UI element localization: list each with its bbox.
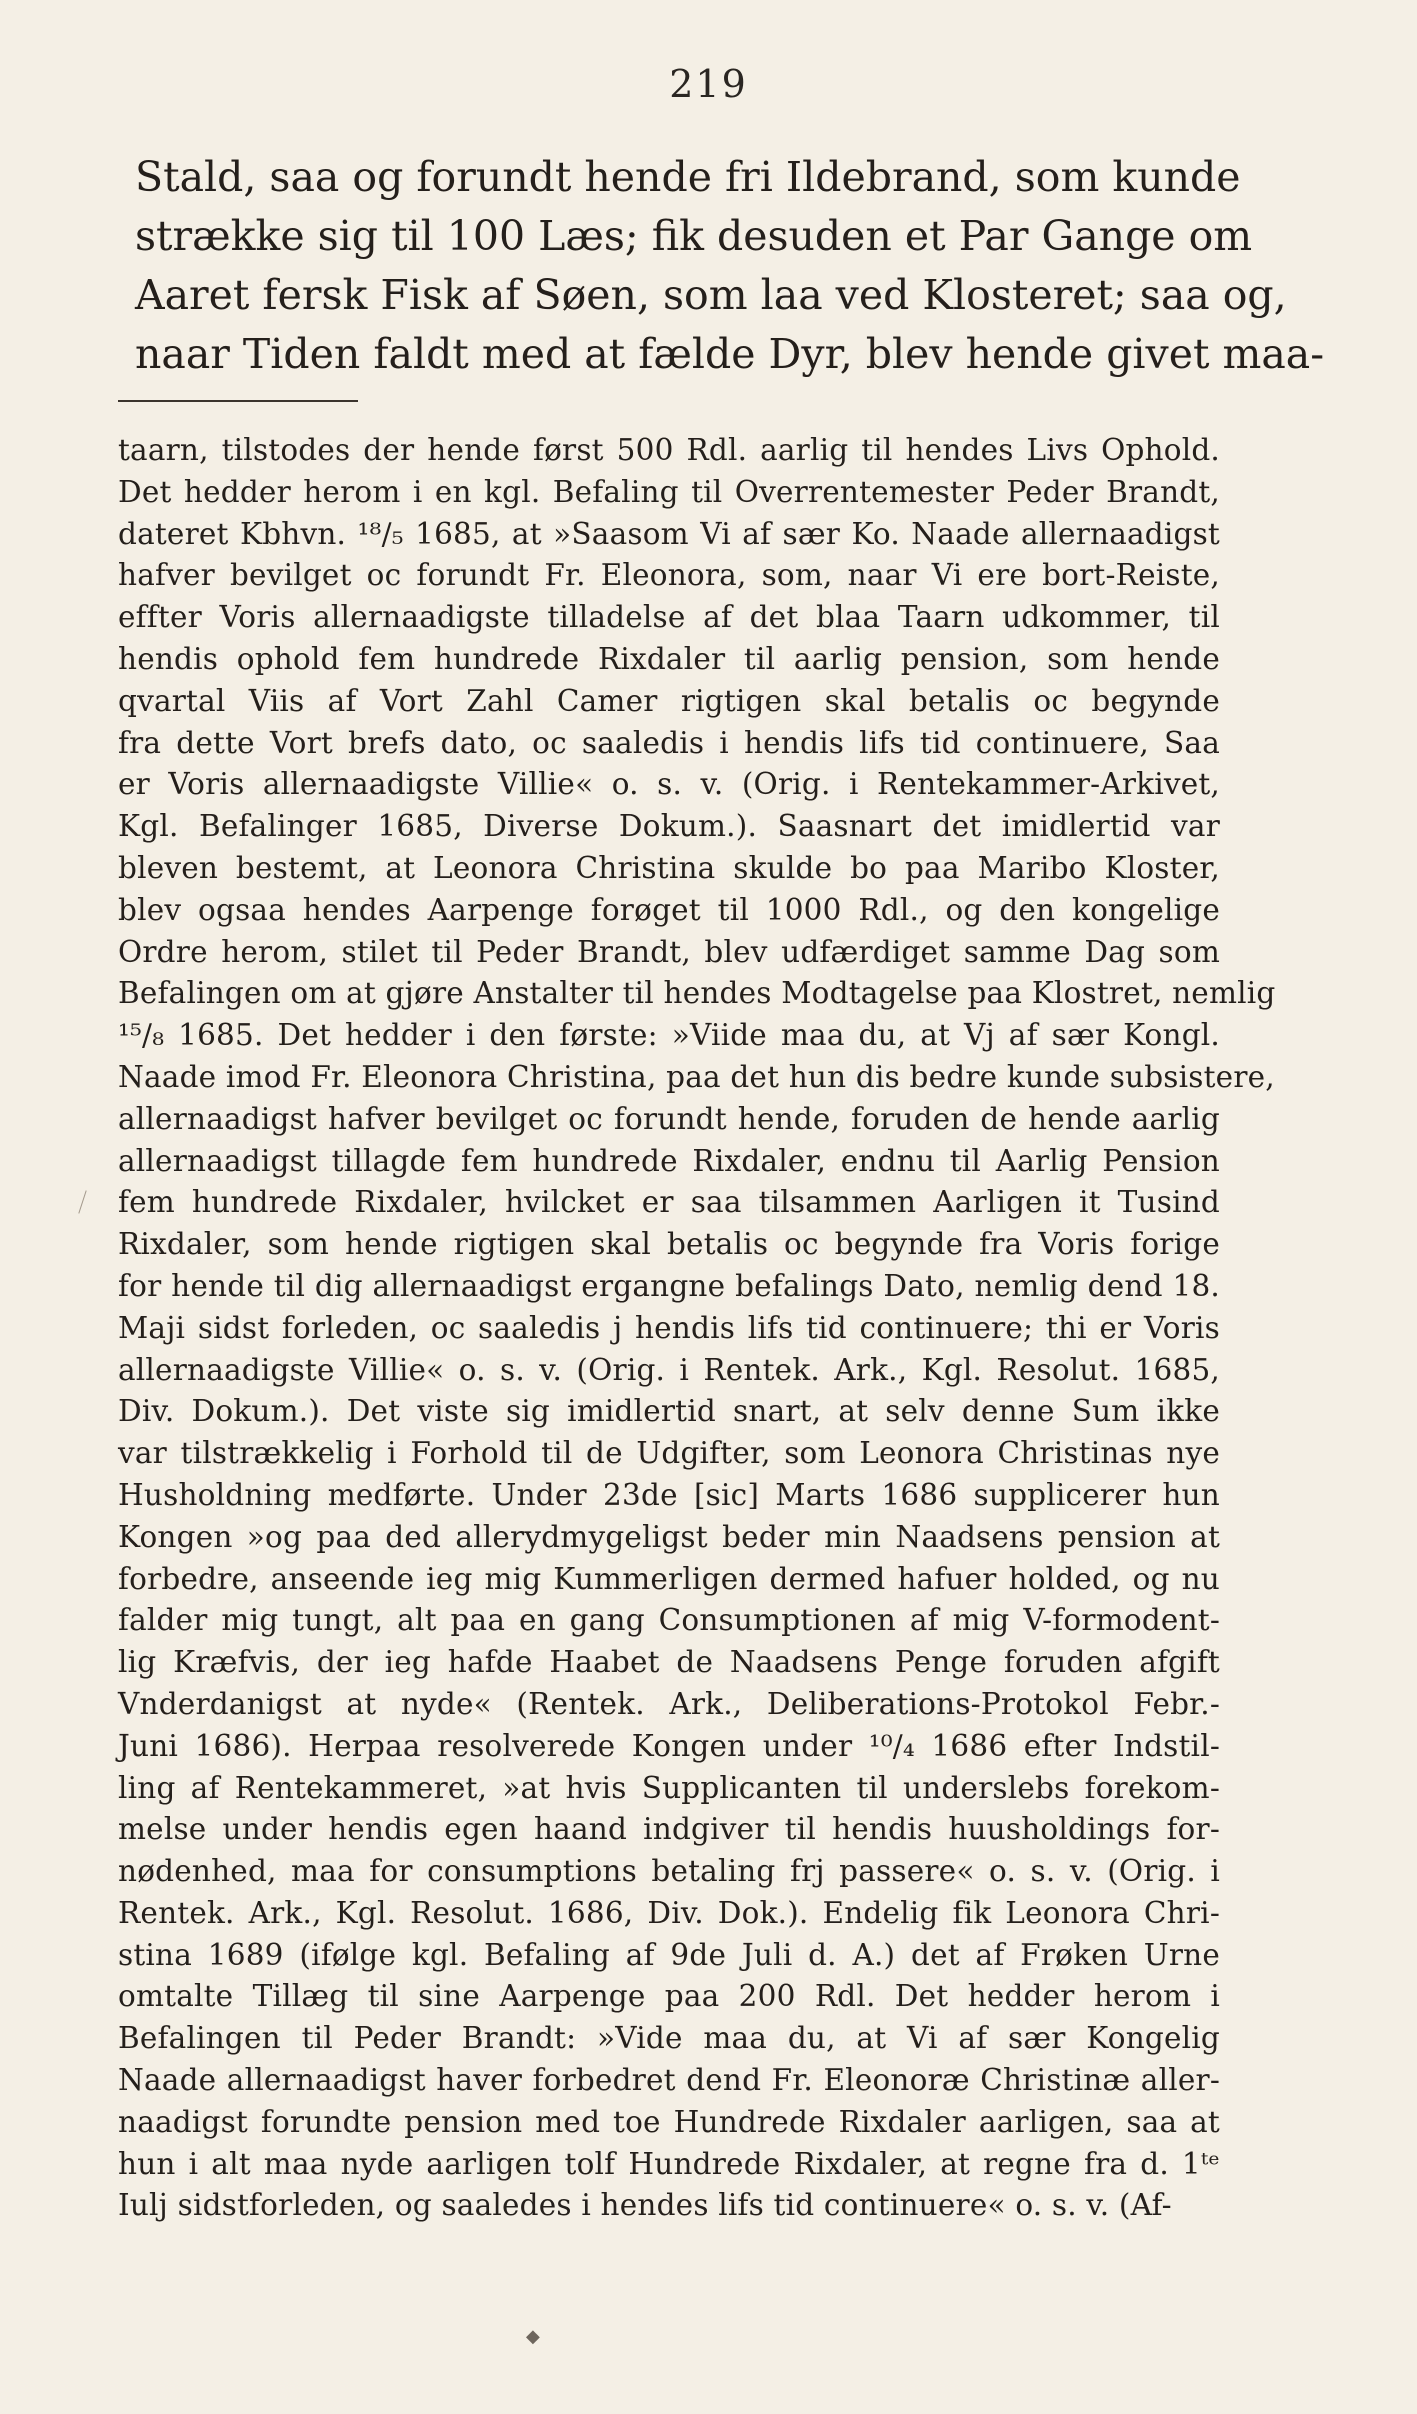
footnote-text [118,430,1276,2227]
footnote-line: lig Kræfvis, der ieg hafde Haabet de Naadsens Penge foruden afgift [118,1645,1220,1680]
footnote-line: Befalingen til Peder Brandt: »Vide maa du, at Vi af sær Kongelig [118,2021,1220,2056]
bottom-ornament: ◆ [526,2326,540,2347]
footnote-line: effter Voris allernaadigste tilladelse af det blaa Taarn udkommer, til [118,600,1220,635]
footnote-line: falder mig tungt, alt paa en gang Consumptionen af mig V-formodent- [118,1603,1220,1638]
footnote-line: for hende til dig allernaadigst ergangne befalings Dato, nemlig dend 18. [118,1268,1220,1303]
main-text-line: naar Tiden faldt med at fælde Dyr, blev hende givet maa- [135,330,1325,378]
footnote-line: var tilstrækkelig i Forhold til de Udgifter, som Leonora Christinas nye [118,1436,1220,1471]
footnote-separator [118,400,358,402]
footnote-line: stina 1689 (ifølge kgl. Befaling af 9de Juli d. A.) det af Frøken Urne [118,1937,1220,1972]
footnote-line: hendis ophold fem hundrede Rixdaler til aarlig pension, som hende [118,641,1220,676]
footnote-line: bleven bestemt, at Leonora Christina skulde bo paa Maribo Kloster, [118,850,1220,885]
footnote-line: Husholdning medførte. Under 23de [sic] Marts 1686 supplicerer hun [118,1477,1220,1512]
footnote-line: fem hundrede Rixdaler, hvilcket er saa tilsammen Aarligen it Tusind [118,1185,1220,1220]
footnote-line: Vnderdanigst at nyde« (Rentek. Ark., Deliberations-Protokol Febr.- [118,1686,1220,1721]
main-text-line: Stald, saa og forundt hende fri Ildebrand, som kunde [135,153,1241,201]
footnote-line: Juni 1686). Herpaa resolverede Kongen under ¹⁰/₄ 1686 efter Indstil- [118,1728,1220,1763]
footnote-line: dateret Kbhvn. ¹⁸/₅ 1685, at »Saasom Vi af sær Ko. Naade allernaadigst [118,516,1220,551]
footnote-line: ¹⁵/₈ 1685. Det hedder i den første: »Viide maa du, at Vj af sær Kongl. [118,1018,1220,1053]
main-text-line: Aaret fersk Fisk af Søen, som laa ved Klosteret; saa og, [135,271,1287,319]
footnote-line: Befalingen om at gjøre Anstalter til hendes Modtagelse paa Klostret, nemlig [118,976,1276,1011]
main-text [135,148,1325,384]
footnote-line: Iulj sidstforleden, og saaledes i hendes lifs tid continuere« o. s. v. (Af- [118,2188,1172,2223]
footnote-line: omtalte Tillæg til sine Aarpenge paa 200 Rdl. Det hedder herom i [118,1979,1220,2014]
footnote-line: Rentek. Ark., Kgl. Resolut. 1686, Div. Dok.). Endelig fik Leonora Chri- [118,1895,1220,1930]
margin-tick-mark [78,1190,86,1213]
footnote-line: ling af Rentekammeret, »at hvis Supplicanten til underslebs forekom- [118,1770,1220,1805]
footnote-line: Rixdaler, som hende rigtigen skal betalis oc begynde fra Voris forige [118,1227,1220,1262]
footnote-line: qvartal Viis af Vort Zahl Camer rigtigen skal betalis oc begynde [118,683,1220,718]
main-text-line: strække sig til 100 Læs; fik desuden et Par Gange om [135,212,1253,260]
footnote-line: fra dette Vort brefs dato, oc saaledis i hendis lifs tid continuere, Saa [118,725,1220,760]
footnote-line: Maji sidst forleden, oc saaledis j hendis lifs tid continuere; thi er Voris [118,1310,1220,1345]
footnote-line: blev ogsaa hendes Aarpenge forøget til 1000 Rdl., og den kongelige [118,892,1220,927]
page-number: 219 [669,62,748,106]
footnote-line: allernaadigste Villie« o. s. v. (Orig. i Rentek. Ark., Kgl. Resolut. 1685, [118,1352,1220,1387]
footnote-line: taarn, tilstodes der hende først 500 Rdl. aarlig til hendes Livs Ophold. [118,433,1220,467]
footnote-line: melse under hendis egen haand indgiver til hendis huusholdings for- [118,1812,1220,1847]
footnote-line: Naade allernaadigst haver forbedret dend Fr. Eleonoræ Christinæ aller- [118,2063,1220,2098]
footnote-line: hafver bevilget oc forundt Fr. Eleonora, som, naar Vi ere bort-Reiste, [118,558,1220,593]
footnote-line: hun i alt maa nyde aarligen tolf Hundrede Rixdaler, at regne fra d. 1ᵗᵉ [118,2146,1220,2181]
footnote-line: naadigst forundte pension med toe Hundrede Rixdaler aarligen, saa at [118,2104,1220,2139]
footnote-line: forbedre, anseende ieg mig Kummerligen dermed hafuer holded, og nu [118,1561,1220,1596]
footnote-line: Ordre herom, stilet til Peder Brandt, blev udfærdiget samme Dag som [118,934,1220,969]
footnote-line: Div. Dokum.). Det viste sig imidlertid snart, at selv denne Sum ikke [118,1394,1220,1429]
footnote-line: Kongen »og paa ded allerydmygeligst beder min Naadsens pension at [118,1519,1220,1554]
footnote-line: allernaadigst hafver bevilget oc forundt hende, foruden de hende aarlig [118,1101,1220,1136]
footnote-line: er Voris allernaadigste Villie« o. s. v. (Orig. i Rentekammer-Arkivet, [118,767,1220,802]
footnote-line: Naade imod Fr. Eleonora Christina, paa det hun dis bedre kunde subsistere, [118,1059,1275,1094]
footnote-line: allernaadigst tillagde fem hundrede Rixdaler, endnu til Aarlig Pension [118,1143,1220,1178]
footnote-line: Kgl. Befalinger 1685, Diverse Dokum.). Saasnart det imidlertid var [118,809,1220,844]
footnote-line: Det hedder herom i en kgl. Befaling til Overrentemester Peder Brandt, [118,474,1220,509]
footnote-line: nødenhed, maa for consumptions betaling frj passere« o. s. v. (Orig. i [118,1854,1220,1889]
